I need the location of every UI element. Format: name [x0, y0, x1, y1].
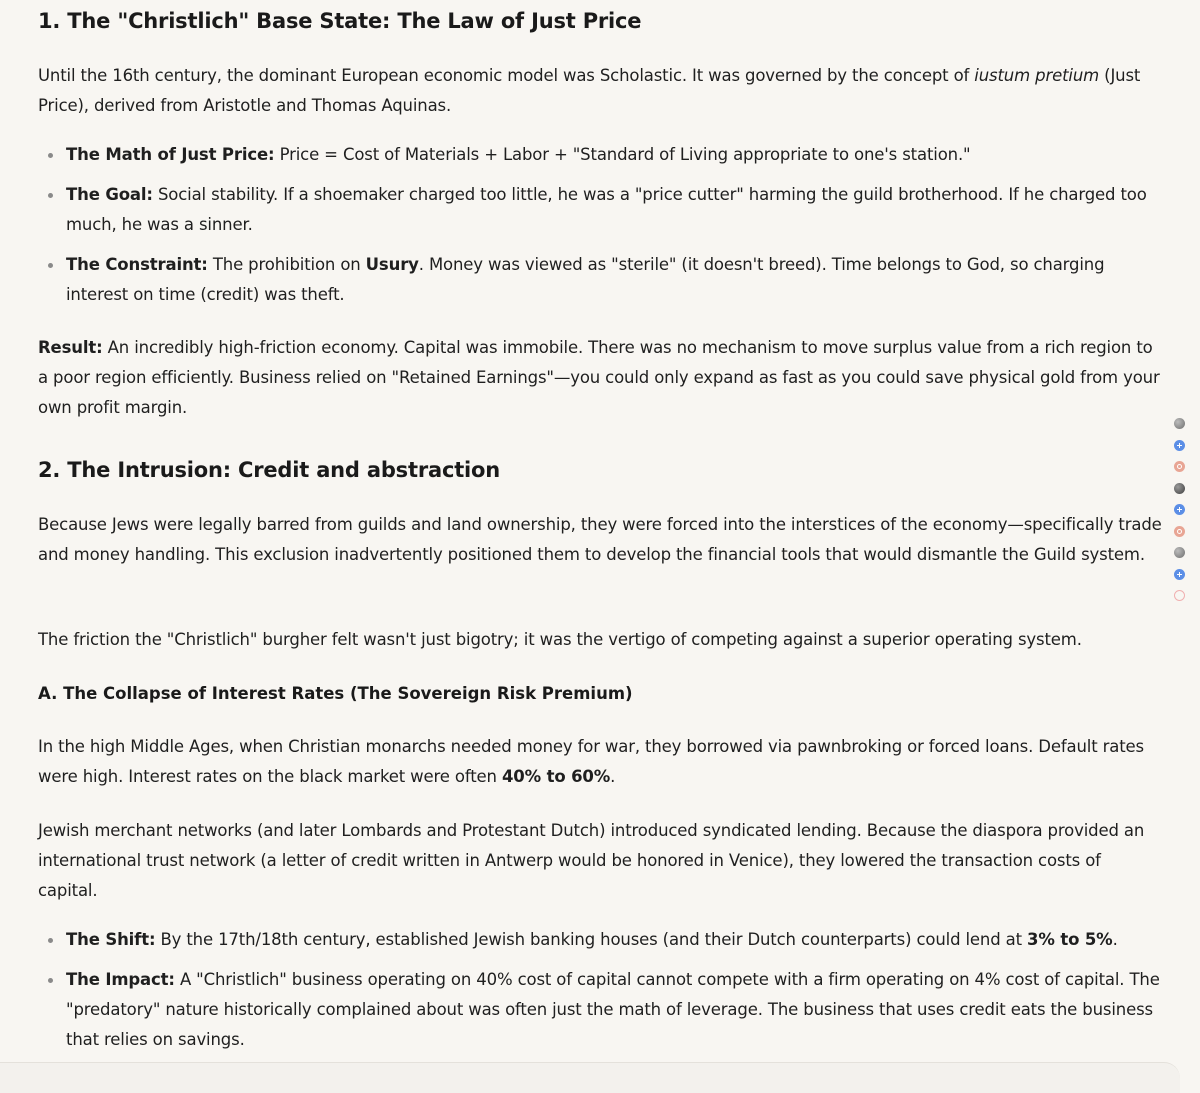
- bullet-bold-value: 3% to 5%: [1027, 930, 1113, 949]
- salmon-circle-icon[interactable]: [1174, 526, 1185, 537]
- list-item: [38, 180, 1162, 240]
- section-2-heading: 2. The Intrusion: Credit and abstraction: [38, 458, 501, 482]
- grey-circle-icon[interactable]: [1174, 547, 1185, 558]
- bullet-text: Price = Cost of Materials + Labor + "Standard of Living appropriate to one's station.": [274, 145, 971, 164]
- section-1-bullet-list: [38, 140, 1162, 310]
- bullet-text: . Money was viewed as "sterile" (it doesn't breed). Time belongs to God, so charging interest on time (credit) was theft.: [66, 255, 1105, 304]
- intro-text-b: (Just Price), derived from Aristotle and Thomas Aquinas.: [38, 66, 1141, 115]
- blue-plus-icon[interactable]: [1174, 504, 1185, 515]
- section-2-para-2: The friction the "Christlich" burgher felt wasn't just bigotry; it was the vertigo of competing against a superior operating system.: [38, 630, 1082, 649]
- bullet-label: The Constraint:: [66, 255, 208, 274]
- section-2-para-3: [38, 732, 1162, 792]
- intro-text-a: Until the 16th century, the dominant European economic model was Scholastic. It was governed by the concept of: [38, 66, 975, 85]
- intro-term: iustum pretium: [974, 66, 1100, 85]
- section-1-heading: 1. The "Christlich" Base State: The Law of Just Price: [38, 9, 642, 33]
- salmon-circle-icon[interactable]: [1174, 461, 1185, 472]
- section-2-para-4: Jewish merchant networks (and later Lombards and Protestant Dutch) introduced syndicated lending. Because the diaspora provided an international trust network (a letter of credit written in Antwerp would be honored in Venice), they lowered the transaction costs of capital.: [38, 821, 1145, 900]
- list-item: [38, 140, 1162, 170]
- para-3-text-b: .: [610, 767, 616, 786]
- para-3-bold: 40% to 60%: [501, 767, 611, 786]
- section-1-result: [38, 333, 1162, 423]
- result-text: An incredibly high-friction economy. Capital was immobile. There was no mechanism to move surplus value from a rich region to a poor region efficiently. Business relied on "Retained Earnings"—you could only expand as fast as you could save physical gold from your own profit margin.: [38, 338, 1160, 417]
- bullet-text: The prohibition on: [207, 255, 366, 274]
- section-2-bullet-list: [38, 925, 1162, 1055]
- section-1-intro: [38, 61, 1162, 121]
- section-2-para-1: Because Jews were legally barred from guilds and land ownership, they were forced into the interstices of the economy—specifically trade and money handling. This exclusion inadvertently positioned them to develop the financial tools that would dismantle the Guild system.: [38, 515, 1162, 564]
- bullet-label: The Impact:: [66, 970, 175, 989]
- para-3-text-a: In the high Middle Ages, when Christian monarchs needed money for war, they borrowed via pawnbroking or forced loans. Default rates were high. Interest rates on the black market were often: [38, 737, 1145, 786]
- bullet-text: A "Christlich" business operating on 40% cost of capital cannot compete with a firm operating on 4% cost of capital. The "predatory" nature historically complained about was often just the math of leverage. The business that uses credit eats the business that relies on savings.: [66, 970, 1160, 1049]
- list-item: [38, 250, 1162, 310]
- pink-ring-icon[interactable]: [1174, 590, 1185, 601]
- side-annotation-dots: [1174, 418, 1188, 612]
- bullet-label: The Shift:: [66, 930, 156, 949]
- bullet-bold-word: Usury: [365, 255, 419, 274]
- bullet-label: The Math of Just Price:: [66, 145, 275, 164]
- grey-circle-icon[interactable]: [1174, 418, 1185, 429]
- list-item: [38, 925, 1162, 955]
- bullet-text: By the 17th/18th century, established Jewish banking houses (and their Dutch counterparts) could lend at: [155, 930, 1028, 949]
- bullet-text: .: [1112, 930, 1118, 949]
- blue-plus-icon[interactable]: [1174, 569, 1185, 580]
- bullet-text: Social stability. If a shoemaker charged too little, he was a "price cutter" harming the guild brotherhood. If he charged too much, he was a sinner.: [66, 185, 1147, 234]
- section-2-subheading: A. The Collapse of Interest Rates (The Sovereign Risk Premium): [38, 684, 633, 703]
- result-label: Result:: [38, 338, 103, 357]
- blue-plus-icon[interactable]: [1174, 440, 1185, 451]
- bottom-input-bar[interactable]: [0, 1062, 1180, 1093]
- list-item: [38, 965, 1162, 1055]
- bullet-label: The Goal:: [66, 185, 153, 204]
- dark-circle-icon[interactable]: [1174, 483, 1185, 494]
